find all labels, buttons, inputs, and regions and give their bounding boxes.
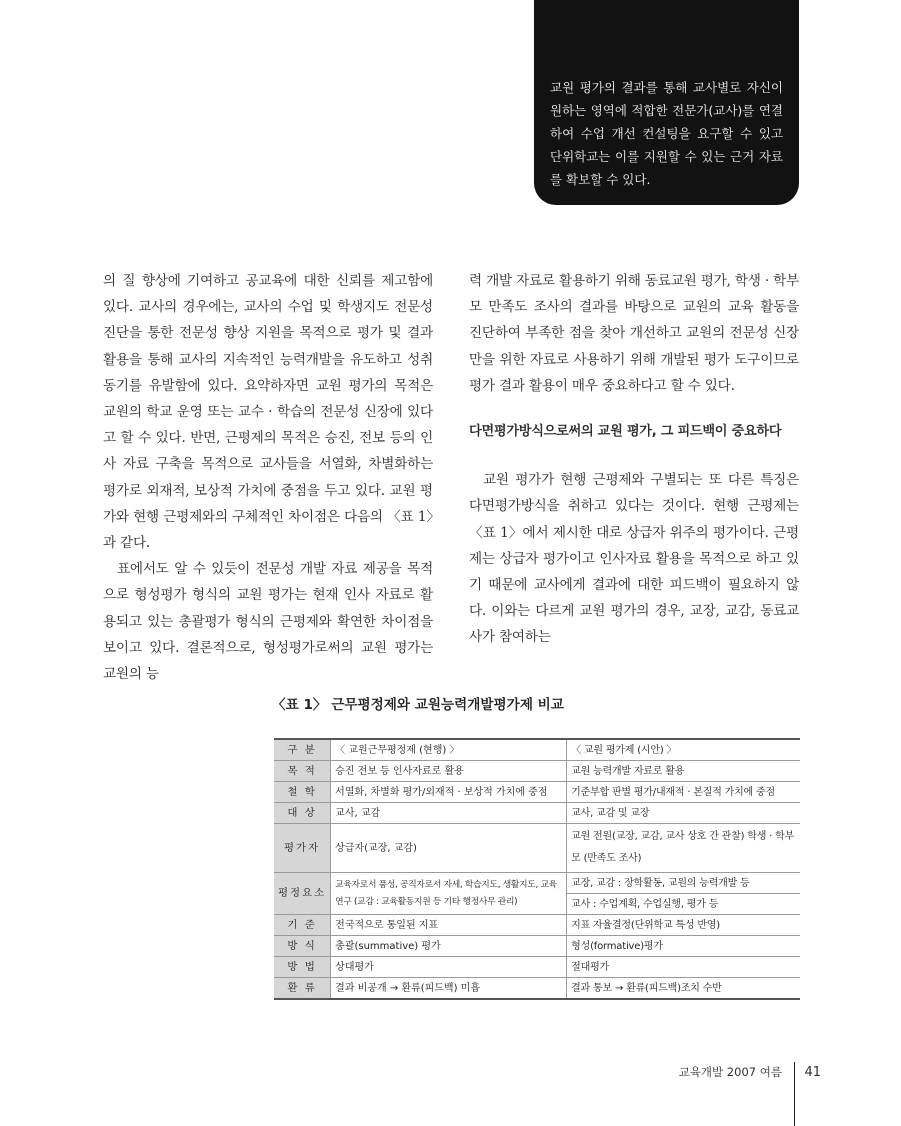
row-col1: 상대평가 bbox=[331, 957, 567, 978]
row-label: 방 법 bbox=[274, 957, 331, 978]
left-column bbox=[103, 268, 433, 687]
right-paragraph-2: 교원 평가가 현행 근평제와 구별되는 또 다른 특징은 다면평가방식을 취하고 있다는 것이다. 현행 근평제는 〈표 1〉에서 제시한 대로 상급자 위주의 평가이다. 근평제는 상급자 평가이고 인사자료 활용을 목적으로 하고 있기 때문에 교사에게 결과에 대한 피드백이 필요하지 않다. 이와는 다르게 교원 평가의 경우, 교장, 교감, 동료교사가 참여하는 bbox=[469, 472, 799, 646]
row-col1: 승진 전보 등 인사자료로 활용 bbox=[331, 761, 567, 782]
row-col1: 교육자로서 품성, 공직자로서 자세, 학습지도, 생활지도, 교육연구 (교감 : 교육활동지원 등 기타 행정사무 관리) bbox=[331, 873, 567, 915]
row-col2: 교원 전원(교장, 교감, 교사 상호 간 관찰) 학생 · 학부모 (만족도 조사) bbox=[567, 824, 800, 873]
table-row bbox=[274, 824, 800, 873]
left-paragraph-2: 표에서도 알 수 있듯이 전문성 개발 자료 제공을 목적으로 형성평가 형식의 교원 평가는 현재 인사 자료로 활용되고 있는 총괄평가 형식의 근평제와 확연한 차이점을 보이고 있다. 결론적으로, 형성평가로써의 교원 평가는 교원의 능 bbox=[103, 561, 433, 683]
table-header-row bbox=[274, 739, 800, 761]
page-footer bbox=[679, 1040, 821, 1104]
row-label: 목 적 bbox=[274, 761, 331, 782]
header-col2: 〈 교원 평가제 (시안) 〉 bbox=[567, 739, 800, 761]
row-label: 대 상 bbox=[274, 803, 331, 824]
row-col2: 결과 통보 → 환류(피드백)조치 수반 bbox=[567, 978, 800, 1000]
table-title: 〈표 1〉 근무평정제와 교원능력개발평가제 비교 bbox=[272, 697, 564, 713]
table-row bbox=[274, 936, 800, 957]
table-row bbox=[274, 803, 800, 824]
row-col2: 기준부합 판별 평가/내재적 · 본질적 가치에 중점 bbox=[567, 782, 800, 803]
row-col2: 형성(formative)평가 bbox=[567, 936, 800, 957]
row-label: 기 준 bbox=[274, 915, 331, 936]
row-col1: 교사, 교감 bbox=[331, 803, 567, 824]
row-col2: 절대평가 bbox=[567, 957, 800, 978]
row-col1: 전국적으로 통일된 지표 bbox=[331, 915, 567, 936]
table-row bbox=[274, 957, 800, 978]
table-row bbox=[274, 873, 800, 894]
row-label: 방 식 bbox=[274, 936, 331, 957]
publication-name: 교육개발 2007 여름 bbox=[678, 1065, 782, 1079]
header-label: 구 분 bbox=[274, 739, 331, 761]
right-column bbox=[469, 268, 799, 651]
row-label: 평정요소 bbox=[274, 873, 331, 915]
row-col2: 교사, 교감 및 교장 bbox=[567, 803, 800, 824]
table-row bbox=[274, 978, 800, 1000]
row-col1: 서열화, 차별화 평가/외재적 · 보상적 가치에 중점 bbox=[331, 782, 567, 803]
table-row bbox=[274, 915, 800, 936]
table-row bbox=[274, 761, 800, 782]
left-paragraph-1: 의 질 향상에 기여하고 공교육에 대한 신뢰를 제고함에 있다. 교사의 경우에는, 교사의 수업 및 학생지도 전문성 진단을 통한 전문성 향상 지원을 목적으로 평가 및 결과 활용을 통해 교사의 지속적인 능력개발을 유도하고 성취동기를 유발함에 있다. 요약하자면 교원 평가의 목적은 교원의 학교 운영 또는 교수 · 학습의 전문성 신장에 있다고 할 수 있다. 반면, 근평제의 목적은 승진, 전보 등의 인사 자료 구축을 목적으로 교사들을 서열화, 차별화하는 평가로 외재적, 보상적 가치에 중점을 두고 있다. 교원 평가와 현행 근평제와의 구체적인 차이점은 다음의 〈표 1〉과 같다. bbox=[103, 273, 433, 552]
right-paragraph-1: 력 개발 자료로 활용하기 위해 동료교원 평가, 학생 · 학부모 만족도 조사의 결과를 바탕으로 교원의 교육 활동을 진단하여 부족한 점을 찾아 개선하고 교원의 전문성 신장만을 위한 자료로 사용하기 위해 개발된 평가 도구이므로 평가 결과 활용이 매우 중요하다고 할 수 있다. bbox=[469, 273, 799, 394]
section-heading: 다면평가방식으로써의 교원 평가, 그 피드백이 중요하다 bbox=[469, 424, 782, 440]
row-col2: 지표 자율결정(단위학교 특성 반영) bbox=[567, 915, 800, 936]
row-col1: 총괄(summative) 평가 bbox=[331, 936, 567, 957]
comparison-table bbox=[274, 738, 800, 1000]
row-label: 평가자 bbox=[274, 824, 331, 873]
callout-text: 교원 평가의 결과를 통해 교사별로 자신이 원하는 영역에 적합한 전문가(교사)를 연결하여 수업 개선 컨설팅을 요구할 수 있고 단위학교는 이를 지원할 수 있는 근거 자료를 확보할 수 있다. bbox=[550, 80, 783, 187]
row-col2: 교원 능력개발 자료로 활용 bbox=[567, 761, 800, 782]
row-col1: 결과 비공개 → 환류(피드백) 미흡 bbox=[331, 978, 567, 1000]
footer-divider bbox=[794, 1062, 796, 1126]
table-row bbox=[274, 782, 800, 803]
callout-box bbox=[534, 0, 799, 205]
header-col1: 〈 교원근무평정제 (현행) 〉 bbox=[331, 739, 567, 761]
page-number: 41 bbox=[804, 1064, 821, 1080]
row-label: 철 학 bbox=[274, 782, 331, 803]
row-label: 환 류 bbox=[274, 978, 331, 1000]
row-col2-b: 교사 : 수업계획, 수업실행, 평가 등 bbox=[567, 894, 800, 915]
row-col1: 상급자(교장, 교감) bbox=[331, 824, 567, 873]
row-col2-a: 교장, 교감 : 장학활동, 교원의 능력개발 등 bbox=[567, 873, 800, 894]
